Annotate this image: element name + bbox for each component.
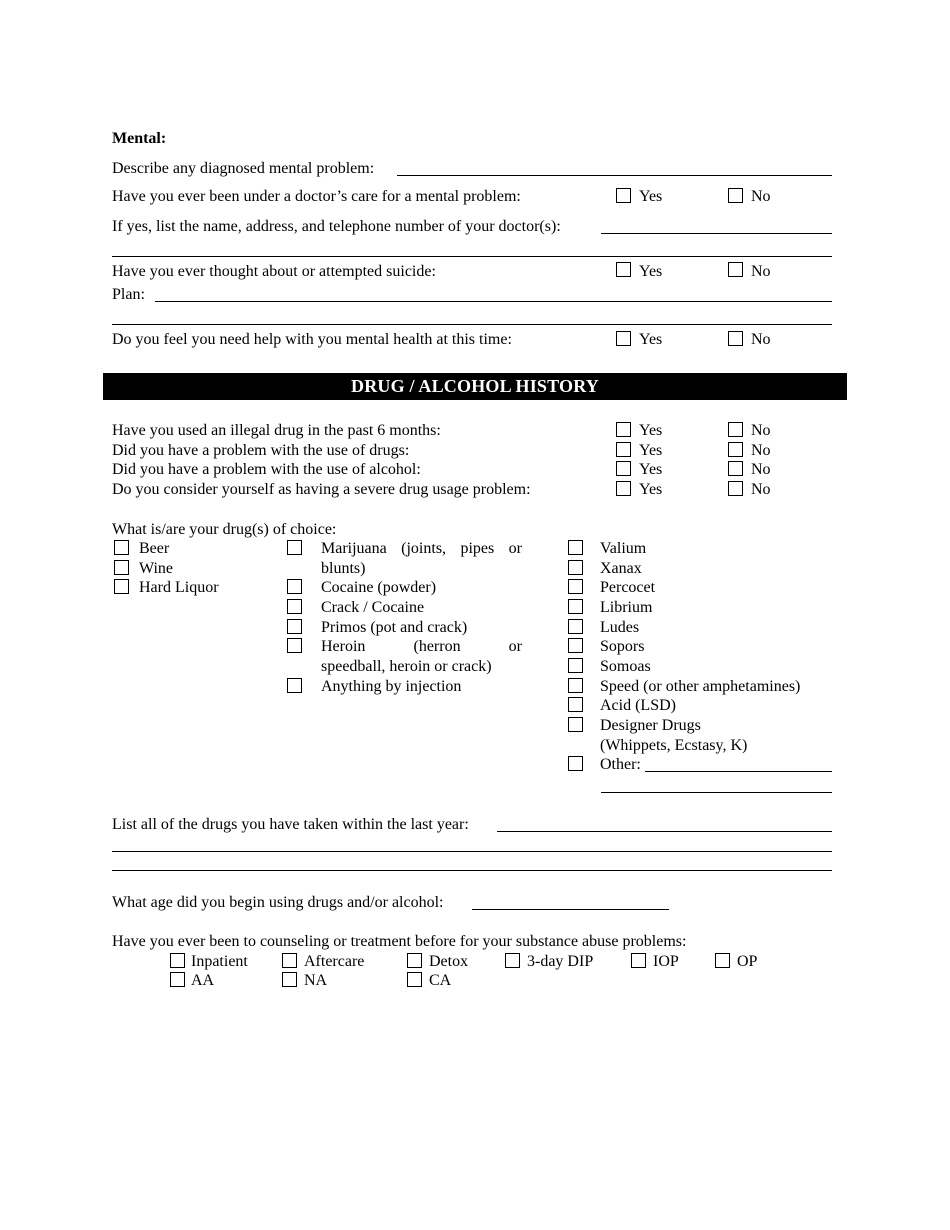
suicide-question: Have you ever thought about or attempted suicide: [112,263,436,280]
op-label: OP [737,953,758,970]
marijuana-word-4: or [508,540,522,557]
marijuana-label [321,539,522,558]
hard-liquor-checkbox[interactable] [114,579,129,594]
heroin-label [321,637,522,656]
other-checkbox[interactable] [568,756,583,771]
wine-label: Wine [139,560,174,577]
somoas-label: Somoas [600,658,651,675]
valium-label: Valium [600,540,647,557]
speed-label: Speed (or other amphetamines) [600,678,801,695]
inpatient-label: Inpatient [191,953,248,970]
illegal-drug-question: Have you used an illegal drug in the past 6 months: [112,422,441,439]
librium-checkbox[interactable] [568,599,583,614]
inpatient-checkbox[interactable] [170,953,185,968]
three-day-dip-label: 3-day DIP [527,953,594,970]
suicide-yes-checkbox[interactable] [616,262,631,277]
doctor-care-no-label: No [751,188,771,205]
plan-label: Plan: [112,286,145,303]
doctor-list-extra-line[interactable] [112,256,832,257]
alcohol-problem-question: Did you have a problem with the use of alcohol: [112,461,421,478]
primos-label: Primos (pot and crack) [321,619,468,636]
diagnosed-question: Describe any diagnosed mental problem: [112,160,375,177]
illegal-drug-yes-label: Yes [639,422,663,439]
sopors-checkbox[interactable] [568,638,583,653]
suicide-yes-label: Yes [639,263,663,280]
hard-liquor-label: Hard Liquor [139,579,219,596]
mental-heading: Mental: [112,130,167,147]
suicide-no-label: No [751,263,771,280]
injection-label: Anything by injection [321,678,462,695]
marijuana-word-1: Marijuana [321,540,387,557]
doctor-list-question: If yes, list the name, address, and telephone number of your doctor(s): [112,218,561,235]
doctor-care-question: Have you ever been under a doctor’s care for a mental problem: [112,188,521,205]
injection-checkbox[interactable] [287,678,302,693]
heroin-label-cont: speedball, heroin or crack) [321,658,492,675]
ludes-checkbox[interactable] [568,619,583,634]
speed-checkbox[interactable] [568,678,583,693]
plan-extra-line[interactable] [112,324,832,325]
designer-drugs-label: Designer Drugs [600,717,701,734]
iop-label: IOP [653,953,679,970]
percocet-label: Percocet [600,579,656,596]
need-help-yes-label: Yes [639,331,663,348]
sopors-label: Sopors [600,638,645,655]
doctor-list-answer-line[interactable] [601,233,832,234]
severe-usage-question: Do you consider yourself as having a severe drug usage problem: [112,481,531,498]
somoas-checkbox[interactable] [568,658,583,673]
crack-label: Crack / Cocaine [321,599,425,616]
age-question: What age did you begin using drugs and/or alcohol: [112,894,444,911]
alcohol-problem-no-label: No [751,461,771,478]
valium-checkbox[interactable] [568,540,583,555]
drug-alcohol-history-banner: DRUG / ALCOHOL HISTORY [103,373,847,400]
ca-label: CA [429,972,452,989]
detox-label: Detox [429,953,469,970]
ludes-label: Ludes [600,619,640,636]
drug-problem-no-checkbox[interactable] [728,442,743,457]
marijuana-checkbox[interactable] [287,540,302,555]
op-checkbox[interactable] [715,953,730,968]
detox-checkbox[interactable] [407,953,422,968]
designer-drugs-checkbox[interactable] [568,717,583,732]
severe-usage-no-checkbox[interactable] [728,481,743,496]
aftercare-label: Aftercare [304,953,365,970]
need-help-no-label: No [751,331,771,348]
librium-label: Librium [600,599,653,616]
na-label: NA [304,972,328,989]
aa-label: AA [191,972,215,989]
diagnosed-answer-line[interactable] [397,175,832,176]
alcohol-problem-yes-checkbox[interactable] [616,461,631,476]
doctor-care-yes-label: Yes [639,188,663,205]
heroin-word-1: Heroin [321,638,366,655]
other-extra-line[interactable] [601,792,832,793]
na-checkbox[interactable] [282,972,297,987]
doctor-care-no-checkbox[interactable] [728,188,743,203]
acid-checkbox[interactable] [568,697,583,712]
heroin-word-2: (herron [413,638,461,655]
marijuana-word-2: (joints, [401,540,447,557]
beer-label: Beer [139,540,170,557]
drug-problem-yes-label: Yes [639,442,663,459]
doctor-care-yes-checkbox[interactable] [616,188,631,203]
cocaine-checkbox[interactable] [287,579,302,594]
alcohol-problem-yes-label: Yes [639,461,663,478]
age-answer-line[interactable] [472,909,669,910]
marijuana-label-cont: blunts) [321,560,366,577]
wine-checkbox[interactable] [114,560,129,575]
iop-checkbox[interactable] [631,953,646,968]
last-year-answer-line[interactable] [497,831,832,832]
illegal-drug-no-label: No [751,422,771,439]
alcohol-problem-no-checkbox[interactable] [728,461,743,476]
severe-usage-yes-checkbox[interactable] [616,481,631,496]
xanax-checkbox[interactable] [568,560,583,575]
counseling-question: Have you ever been to counseling or treatment before for your substance abuse problems: [112,933,687,950]
need-help-yes-checkbox[interactable] [616,331,631,346]
beer-checkbox[interactable] [114,540,129,555]
suicide-no-checkbox[interactable] [728,262,743,277]
last-year-question: List all of the drugs you have taken within the last year: [112,816,469,833]
illegal-drug-no-checkbox[interactable] [728,422,743,437]
other-label: Other: [600,756,641,773]
drug-problem-yes-checkbox[interactable] [616,442,631,457]
drug-choice-prompt: What is/are your drug(s) of choice: [112,521,337,538]
drug-problem-no-label: No [751,442,771,459]
severe-usage-yes-label: Yes [639,481,663,498]
aftercare-checkbox[interactable] [282,953,297,968]
other-answer-line[interactable] [645,771,832,772]
heroin-word-3: or [508,638,522,655]
xanax-label: Xanax [600,560,642,577]
acid-label: Acid (LSD) [600,697,676,714]
cocaine-label: Cocaine (powder) [321,579,437,596]
primos-checkbox[interactable] [287,619,302,634]
crack-checkbox[interactable] [287,599,302,614]
need-help-question: Do you feel you need help with you mental health at this time: [112,331,512,348]
marijuana-word-3: pipes [460,540,495,557]
last-year-extra-line-1[interactable] [112,851,832,852]
heroin-checkbox[interactable] [287,638,302,653]
last-year-extra-line-2[interactable] [112,870,832,871]
illegal-drug-yes-checkbox[interactable] [616,422,631,437]
designer-drugs-label-cont: (Whippets, Ecstasy, K) [600,737,748,754]
percocet-checkbox[interactable] [568,579,583,594]
aa-checkbox[interactable] [170,972,185,987]
three-day-dip-checkbox[interactable] [505,953,520,968]
need-help-no-checkbox[interactable] [728,331,743,346]
severe-usage-no-label: No [751,481,771,498]
ca-checkbox[interactable] [407,972,422,987]
plan-answer-line[interactable] [155,301,832,302]
drug-problem-question: Did you have a problem with the use of drugs: [112,442,410,459]
